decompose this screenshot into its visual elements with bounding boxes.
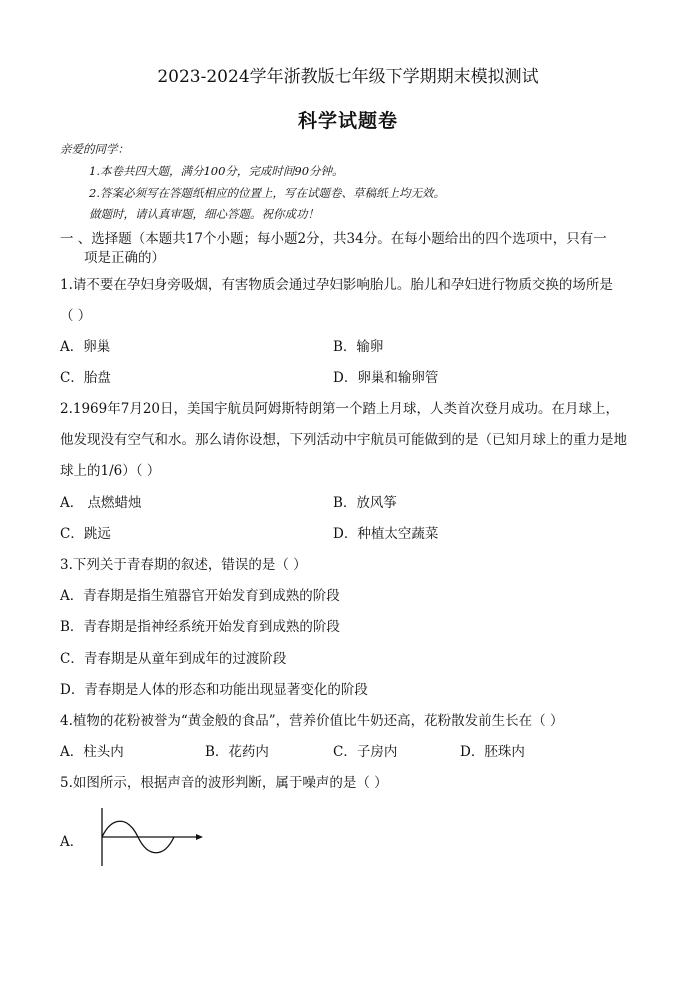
question-2-option-d: D．种植太空蔬菜 bbox=[333, 526, 439, 542]
question-4-stem: 4.植物的花粉被誉为“黄金般的食品”，营养价值比牛奶还高，花粉散发前生长在（ ） bbox=[60, 713, 564, 729]
notice-line-2: 2.答案必须写在答题纸相应的位置上，写在试题卷、草稿纸上均无效。 bbox=[89, 186, 445, 200]
question-1-option-c: C．胎盘 bbox=[60, 370, 111, 386]
question-5-stem: 5.如图所示，根据声音的波形判断，属于噪声的是（ ） bbox=[60, 775, 388, 791]
question-2-option-a: A． 点燃蜡烛 bbox=[60, 495, 142, 511]
notice-greeting: 亲爱的同学： bbox=[60, 142, 129, 156]
question-4-option-b: B．花药内 bbox=[205, 744, 269, 760]
question-1-stem: 1.请不要在孕妇身旁吸烟，有害物质会通过孕妇影响胎儿。胎儿和孕妇进行物质交换的场所是 bbox=[60, 277, 613, 293]
section-heading-cont: 项是正确的） bbox=[84, 250, 165, 266]
question-1-blank: （ ） bbox=[60, 308, 92, 324]
waveform-diagram-a bbox=[92, 806, 204, 868]
question-4-option-d: D．胚珠内 bbox=[460, 744, 525, 760]
question-1-option-d: D．卵巢和输卵管 bbox=[333, 370, 439, 386]
question-4-option-a: A．柱头内 bbox=[60, 744, 124, 760]
notice-line-1: 1.本卷共四大题，满分100分，完成时间90分钟。 bbox=[89, 164, 344, 178]
question-3-option-b: B．青春期是指神经系统开始发育到成熟的阶段 bbox=[60, 619, 340, 635]
question-2-option-c: C．跳远 bbox=[60, 526, 111, 542]
exam-title: 2023-2024学年浙教版七年级下学期期末模拟测试 bbox=[157, 67, 539, 87]
question-2-stem-cont: 他发现没有空气和水。那么请你设想，下列活动中宇航员可能做到的是（已知月球上的重力是地 bbox=[60, 432, 627, 448]
question-3-stem: 3.下列关于青春期的叙述，错误的是（ ） bbox=[60, 557, 307, 573]
question-2-stem-end: 球上的1/6）（ ） bbox=[60, 463, 161, 479]
waveform-axis-arrow bbox=[196, 834, 203, 840]
question-1-option-a: A．卵巢 bbox=[60, 339, 111, 355]
question-2-stem: 2.1969年7月20日，美国宇航员阿姆斯特朗第一个踏上月球，人类首次登月成功。在月球上， bbox=[60, 401, 620, 417]
exam-subtitle: 科学试题卷 bbox=[297, 110, 398, 132]
question-1-option-b: B．输卵 bbox=[333, 339, 384, 355]
question-3-option-d: D．青春期是人体的形态和功能出现显著变化的阶段 bbox=[60, 682, 368, 698]
question-3-option-a: A．青春期是指生殖器官开始发育到成熟的阶段 bbox=[60, 588, 340, 604]
question-2-option-b: B．放风筝 bbox=[333, 495, 397, 511]
question-4-option-c: C．子房内 bbox=[333, 744, 398, 760]
section-heading: 一 、选择题（本题共17个小题；每小题2分，共34分。在每小题给出的四个选项中，只有一 bbox=[60, 231, 607, 247]
question-5-option-a: A． bbox=[60, 834, 84, 850]
question-3-option-c: C．青春期是从童年到成年的过渡阶段 bbox=[60, 651, 287, 667]
notice-line-3: 做题时，请认真审题，细心答题。祝你成功！ bbox=[89, 207, 319, 221]
